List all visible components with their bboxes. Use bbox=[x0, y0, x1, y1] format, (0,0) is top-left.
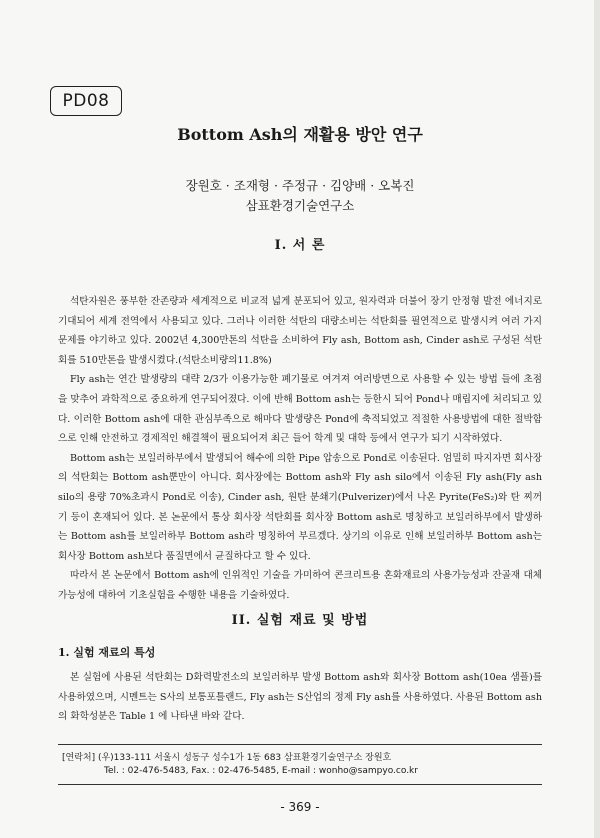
intro-paragraph: 따라서 본 논문에서 Bottom ash에 인위적인 기술을 가미하여 콘크리트용 혼화재료의 사용가능성과 잔골재 대체 가능성에 대하여 기초실험을 수행한 내용을 기술하였다. bbox=[58, 570, 542, 601]
intro-paragraph: Fly ash는 연간 발생량의 대략 2/3가 이용가능한 폐기물로 여겨져 여러방면으로 사용할 수 있는 방법 들에 초점을 맞추어 과학적으로 중요하게 연구되어졌다. 이에 반해 Bottom ash는 등한시 되어 Pond나 매립지에 처리되고 있다. 이러한 Bottom ash에 대한 관심부족으로 해마다 발생량은 Pond에 축적되었고 적절한 사용방법에 대한 절박함으로 인해 안전하고 경제적인 해결책이 필요되어져 최근 들어 학계 및 대학 등에서 연구가 되기 시작하였다. bbox=[58, 374, 542, 445]
intro-paragraph: Bottom ash는 보일러하부에서 발생되어 해수에 의한 Pipe 압송으로 Pond로 이송된다. 엄밀히 따지자면 회사장의 석탄회는 Bottom ash뿐만이 아니다. 회사장에는 Bottom ash와 Fly ash silo에서 이송된 Fly ash(Fly ash silo의 용량 70%초과시 Pond로 이송), Cinder ash, 원탄 분쇄기(Pulverizer)에서 나온 Pyrite(FeS₂)와 탄 찌꺼기 등이 혼재되어 있다. 본 논문에서 통상 회사장 석탄회를 회사장 Bottom ash로 명칭하고 보일러하부에서 발생하는 Bottom ash를 보일러하부 Bottom ash라 명칭하여 부르겠다. 상기의 이유로 인해 보일러하부 Bottom ash는 회사장 Bottom ash보다 품질면에서 균질하다고 할 수 있다. bbox=[58, 452, 542, 562]
footnote-bottom-rule bbox=[58, 784, 542, 785]
paper-title: Bottom Ash의 재활용 방안 연구 bbox=[177, 125, 423, 144]
introduction-body bbox=[58, 292, 542, 606]
footnote-tel: Tel. : 02-476-5483, Fax. : 02-476-5485, E-mail : wonho@sampyo.co.kr bbox=[104, 766, 418, 776]
section-heading-materials-methods: II. 실험 재료 및 방법 bbox=[231, 613, 369, 628]
materials-paragraph: 본 실험에 사용된 석탄회는 D화력발전소의 보일러하부 발생 Bottom ash와 회사장 Bottom ash(10ea 샘플)를 사용하였으며, 시멘트는 S사의 보통포틀랜드, Fly ash는 S산업의 정제 Fly ash를 사용하였다. 사용된 Bottom ash의 화학성분은 Table 1 에 나타낸 바와 같다. bbox=[58, 672, 542, 723]
author-list: 장원호 · 조재형 · 주정규 · 김양배 · 오복진 bbox=[185, 178, 415, 193]
affiliation: 삼표환경기술연구소 bbox=[245, 198, 355, 213]
intro-paragraph: 석탄자원은 풍부한 잔존량과 세계적으로 비교적 넓게 분포되어 있고, 원자력과 더불어 장기 안정형 발전 에너지로 기대되어 세계 전역에서 사용되고 있다. 그러나 이러한 석탄의 대량소비는 석탄회를 필연적으로 발생시켜 여러 가지 문제를 야기하고 있다. 2002년 4,300만톤의 석탄을 소비하여 Fly ash, Bottom ash, Cinder ash로 구성된 석탄회를 510만톤을 발생시켰다.(석탄소비량의11.8%) bbox=[58, 296, 542, 366]
footnote-divider bbox=[58, 744, 542, 745]
page-number: - 369 - bbox=[280, 800, 320, 814]
footnote-contact: [연락처] (우)133-111 서울시 성동구 성수1가 1동 683 삼표환경기술연구소 장원호 bbox=[62, 753, 392, 763]
subsection-heading: 1. 실험 재료의 특성 bbox=[58, 646, 156, 659]
section-heading-introduction: I. 서 론 bbox=[274, 238, 326, 253]
paper-code-badge: PD08 bbox=[50, 86, 122, 116]
materials-body bbox=[58, 668, 542, 727]
